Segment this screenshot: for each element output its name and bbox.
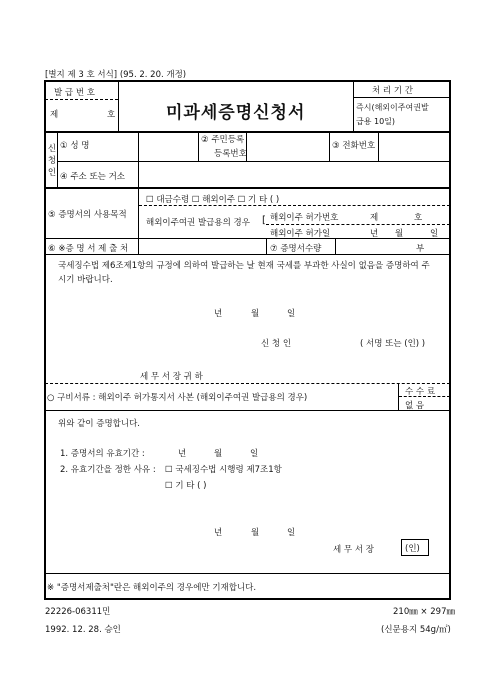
certify-intro: 위와 같이 증명합니다. — [58, 419, 141, 429]
purpose-bottom-line — [44, 238, 451, 239]
validity-day: 일 — [250, 449, 259, 459]
applicant-side-label: 신 청 인 — [47, 144, 57, 178]
submit-divider-left — [138, 239, 139, 255]
issue-no-je: 제 — [50, 110, 59, 120]
submit-divider-right — [335, 239, 336, 255]
left-border — [44, 80, 46, 600]
form-label: [별지 제 3 호 서식] (95. 2. 20. 개정) — [45, 70, 187, 80]
submit-destination-label: ⑥ ※증 명 서 제 출 처 — [48, 244, 129, 254]
footer-paper: (신문용지 54g/㎡) — [381, 625, 451, 635]
statement-line-2: 시기 바랍니다. — [58, 275, 113, 285]
rrn-divider-left — [198, 132, 199, 161]
certify-date-day: 일 — [287, 528, 296, 538]
name-label: ① 성 명 — [60, 141, 90, 151]
note-top-line — [44, 573, 451, 574]
statement-line-1: 국세징수법 제6조제1항의 규정에 의하여 발급하는 날 현재 국세를 부과한 사실이 없음을 증명하여 주 — [58, 261, 430, 271]
issue-no-label: 발 급 번 호 — [54, 88, 95, 98]
reason-option-1[interactable]: ☐ 국세징수법 시행령 제7조1항 — [165, 465, 282, 475]
permit-date-year: 년 — [370, 229, 379, 239]
quantity-unit: 부 — [416, 244, 425, 254]
form-title: 미과세증명신청서 — [166, 103, 306, 123]
validity-month: 월 — [214, 449, 223, 459]
permit-dash — [266, 224, 450, 225]
name-field[interactable] — [140, 133, 197, 160]
phone-divider-left — [329, 132, 330, 161]
footer-approved: 1992. 12. 28. 승인 — [45, 625, 121, 635]
docs-dash-top — [45, 383, 450, 384]
bracket: [ — [262, 215, 266, 226]
address-field[interactable] — [140, 163, 448, 186]
phone-field[interactable] — [380, 133, 448, 160]
note-text: ※ "증명서제출처"란은 해외이주의 경우에만 기재합니다. — [47, 583, 257, 593]
fee-divider — [398, 383, 399, 411]
permit-date-month: 월 — [395, 229, 404, 239]
docs-bottom-line — [44, 410, 451, 411]
header-divider-right — [353, 80, 354, 132]
address-label: ④ 주소 또는 거소 — [60, 172, 125, 182]
permit-no-label: 해외이주 허가번호 — [270, 213, 339, 223]
apply-date-month: 월 — [251, 309, 260, 319]
emigration-case-label: 해외이주여권 발급용의 경우 — [146, 218, 250, 228]
header-dash-left — [45, 99, 118, 100]
applicant-label-divider — [138, 132, 139, 188]
purpose-divider — [138, 189, 139, 239]
submit-bottom-line — [44, 254, 451, 255]
reason-option-2[interactable]: ☐ 기 타 ( ) — [165, 481, 207, 491]
purpose-dash — [139, 205, 450, 206]
validity-year: 년 — [178, 449, 187, 459]
processing-period-label: 처 리 기 간 — [372, 86, 413, 96]
header-divider-left — [118, 80, 119, 132]
permit-date-day: 일 — [430, 229, 439, 239]
bottom-border — [44, 598, 451, 600]
purpose-options[interactable]: ☐ 대금수령 ☐ 해외이주 ☐ 기 타 ( ) — [146, 195, 280, 205]
reason-label: 2. 유효기간을 정한 사유 : — [60, 465, 156, 475]
applicant-sign-hint: ( 서명 또는 (인) ) — [360, 339, 426, 349]
phone-divider-right — [378, 132, 379, 161]
apply-date-year: 년 — [214, 309, 223, 319]
top-border — [44, 80, 451, 82]
rrn-label-1: ② 주민등록 — [201, 135, 245, 145]
issue-no-ho: 호 — [107, 110, 116, 120]
applicant-sign-label: 신 청 인 — [261, 339, 292, 349]
submit-divider-mid — [266, 239, 267, 255]
rrn-label-2: 등록번호 — [214, 149, 247, 159]
certify-date-month: 월 — [251, 528, 260, 538]
submit-destination-field[interactable] — [140, 240, 265, 253]
validity-label: 1. 증명서의 유효기간 : — [60, 449, 145, 459]
applicant-row-line — [58, 161, 450, 162]
footer-code: 22226-06311민 — [45, 607, 111, 617]
right-border — [449, 80, 451, 600]
fee-label: 수 수 료 — [405, 387, 436, 397]
header-line-right — [354, 97, 450, 98]
purpose-label: ⑤ 증명서의 사용목적 — [48, 210, 127, 220]
quantity-label: ⑦ 증명서수량 — [270, 244, 322, 254]
applicant-bottom-line — [44, 187, 451, 189]
apply-date-day: 일 — [287, 309, 296, 319]
phone-label: ③ 전화번호 — [332, 141, 376, 151]
rrn-field[interactable] — [248, 133, 328, 160]
applicant-side-divider — [57, 132, 58, 188]
permit-no-je: 제 — [370, 213, 379, 223]
processing-period-value-1: 즉시(해외이주여권발 — [356, 103, 429, 112]
fee-value: 없 음 — [405, 401, 425, 411]
processing-period-value-2: 급용 10일) — [356, 117, 396, 126]
tax-office-chief: 세 무 서 장 — [333, 545, 374, 555]
addressee: 세 무 서 장 귀 하 — [140, 372, 203, 382]
certify-date-year: 년 — [214, 528, 223, 538]
seal-label: (인) — [405, 544, 420, 554]
footer-size: 210㎜ × 297㎜ — [393, 607, 455, 617]
required-docs: ○ 구비서류 : 해외이주 허가통지서 사본 (해외이주여권 발급용의 경우) — [47, 393, 308, 403]
permit-date-label: 해외이주 허가일 — [270, 229, 331, 239]
permit-no-ho: 호 — [414, 213, 423, 223]
